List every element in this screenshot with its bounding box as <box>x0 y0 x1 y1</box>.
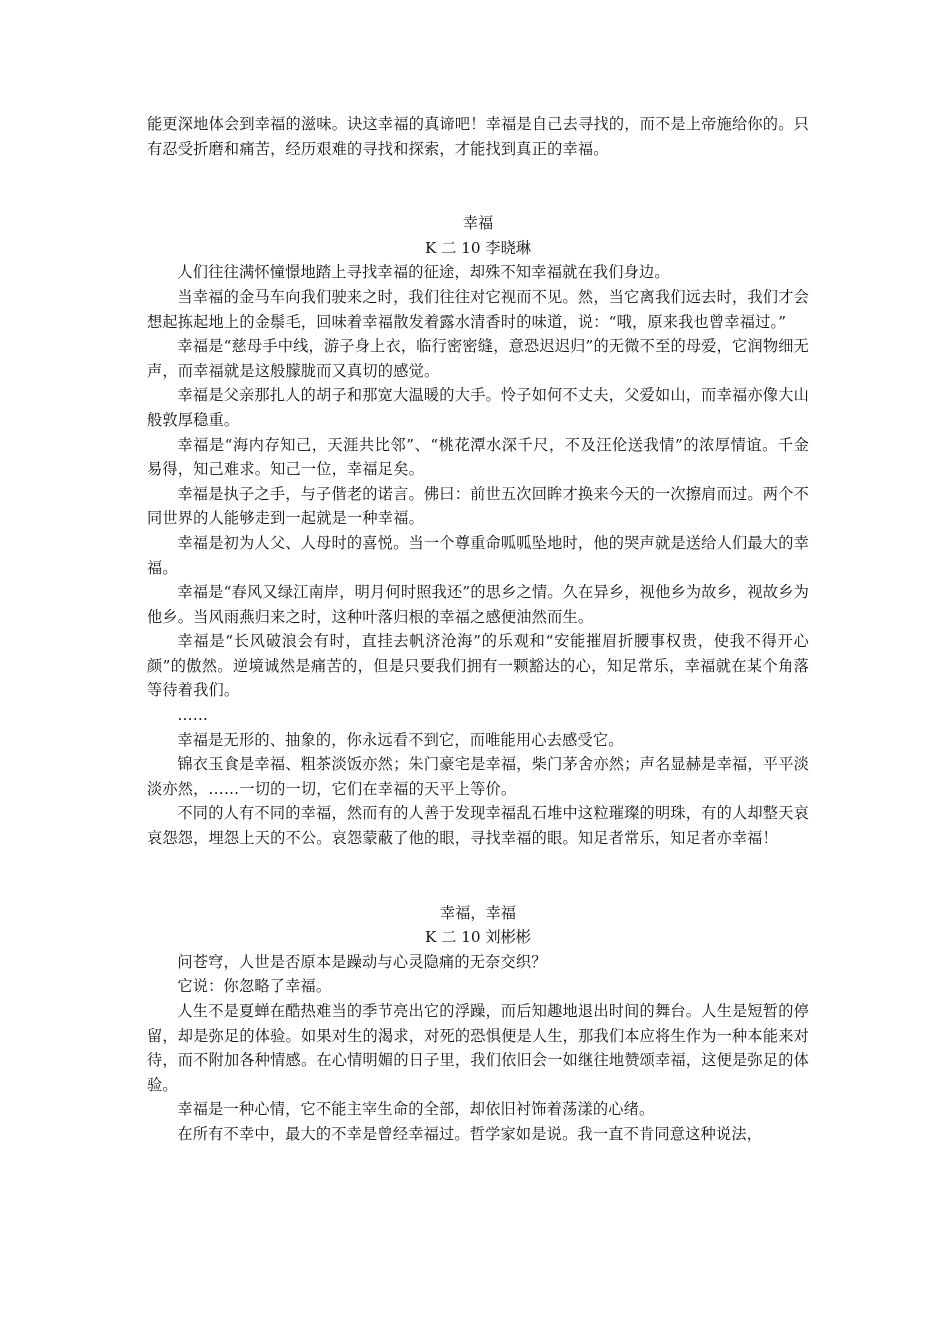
essay-2-paragraph: 它说：你忽略了幸福。 <box>177 977 332 996</box>
intro-paragraph: 能更深地体会到幸福的滋味。诀这幸福的真谛吧！幸福是自己去寻找的，而不是上帝施给你的。只有忍受折磨和痛苦，经历艰难的寻找和探索，才能找到真正的幸福。 <box>147 115 809 158</box>
section-gap <box>147 161 809 211</box>
essay-1-paragraph: 锦衣玉食是幸福、粗茶淡饭亦然；朱门豪宅是幸福，柴门茅舍亦然；声名显赫是幸福，平平淡淡亦然，……一切的一切，它们在幸福的天平上等价。 <box>147 755 809 798</box>
essay-1-paragraph: 幸福是“长风破浪会有时，直挂去帆济沧海”的乐观和“安能摧眉折腰事权贵，使我不得开心颜”的傲然。逆境诚然是痛苦的，但是只要我们拥有一颗豁达的心，知足常乐，幸福就在某个角落等待着我们。 <box>147 632 809 700</box>
essay-1-paragraph: 当幸福的金马车向我们驶来之时，我们往往对它视而不见。然，当它离我们远去时，我们才会想起拣起地上的金鬃毛，回味着幸福散发着露水清香时的味道，说：“哦，原来我也曾幸福过。” <box>147 287 809 331</box>
essay-1-paragraph: 幸福是“海内存知己，天涯共比邻”、“桃花潭水深千尺，不及汪伦送我情”的浓厚情谊。千金易得，知己难求。知己一位，幸福足矣。 <box>147 435 809 479</box>
essay-2-paragraph: 人生不是夏蝉在酷热难当的季节亮出它的浮躁，而后知趣地退出时间的舞台。人生是短暂的停留，却是弥足的体验。如果对生的渴求，对死的恐惧便是人生，那我们本应将生作为一种本能来对待，而不附加各种情感。在心情明媚的日子里，我们依旧会一如继往地赞颂幸福，这便是弥足的体验。 <box>147 1002 809 1094</box>
essay-2-title: 幸福，幸福 <box>440 903 516 922</box>
essay-1-paragraph: 幸福是“慈母手中线，游子身上衣，临行密密缝，意恐迟迟归”的无微不至的母爱，它润物细无声，而幸福就是这般朦胧而又真切的感觉。 <box>147 337 809 380</box>
document-page <box>147 112 809 1147</box>
essay-1-ellipsis: …… <box>177 706 209 725</box>
essay-1-paragraph: 幸福是无形的、抽象的，你永远看不到它，而唯能用心去感受它。 <box>177 730 624 749</box>
essay-1-title: 幸福 <box>462 214 494 233</box>
essay-1-byline: K 二 10 李晓琳 <box>425 238 531 257</box>
essay-2-byline: K 二 10 刘彬彬 <box>425 928 531 947</box>
essay-1-paragraph: 人们往往满怀憧憬地踏上寻找幸福的征途，却殊不知幸福就在我们身边。 <box>177 263 670 282</box>
essay-2 <box>147 901 809 1147</box>
essay-1-paragraph: 幸福是执子之手，与子偕老的诺言。佛曰：前世五次回眸才换来今天的一次擦肩而过。两个不同世界的人能够走到一起就是一种幸福。 <box>147 484 809 528</box>
essay-1-paragraph: 幸福是“春风又绿江南岸，明月何时照我还”的思乡之情。久在异乡，视他乡为故乡，视故乡为他乡。当风雨燕归来之时，这种叶落归根的幸福之感便油然而生。 <box>147 583 809 626</box>
essay-1-paragraph: 幸福是初为人父、人母时的喜悦。当一个尊重命呱呱坠地时，他的哭声就是送给人们最大的幸福。 <box>147 533 809 577</box>
section-gap <box>147 851 809 901</box>
essay-1-paragraph: 幸福是父亲那扎人的胡子和那宽大温暖的大手。怜子如何不丈夫，父爱如山，而幸福亦像大山般敦厚稳重。 <box>147 386 809 429</box>
essay-2-paragraph: 在所有不幸中，最大的不幸是曾经幸福过。哲学家如是说。我一直不肯同意这种说法， <box>177 1124 763 1143</box>
essay-2-paragraph: 幸福是一种心情，它不能主宰生命的全部，却依旧衬饰着荡漾的心绪。 <box>177 1100 655 1119</box>
essay-1-paragraph: 不同的人有不同的幸福，然而有的人善于发现幸福乱石堆中这粒璀璨的明珠，有的人却整天哀哀怨怨，埋怨上天的不公。哀怨蒙蔽了他的眼，寻找幸福的眼。知足者常乐，知足者亦幸福！ <box>147 804 809 848</box>
essay-2-paragraph: 问苍穹，人世是否原本是躁动与心灵隐痛的无奈交织？ <box>177 952 547 971</box>
essay-1 <box>147 211 809 850</box>
